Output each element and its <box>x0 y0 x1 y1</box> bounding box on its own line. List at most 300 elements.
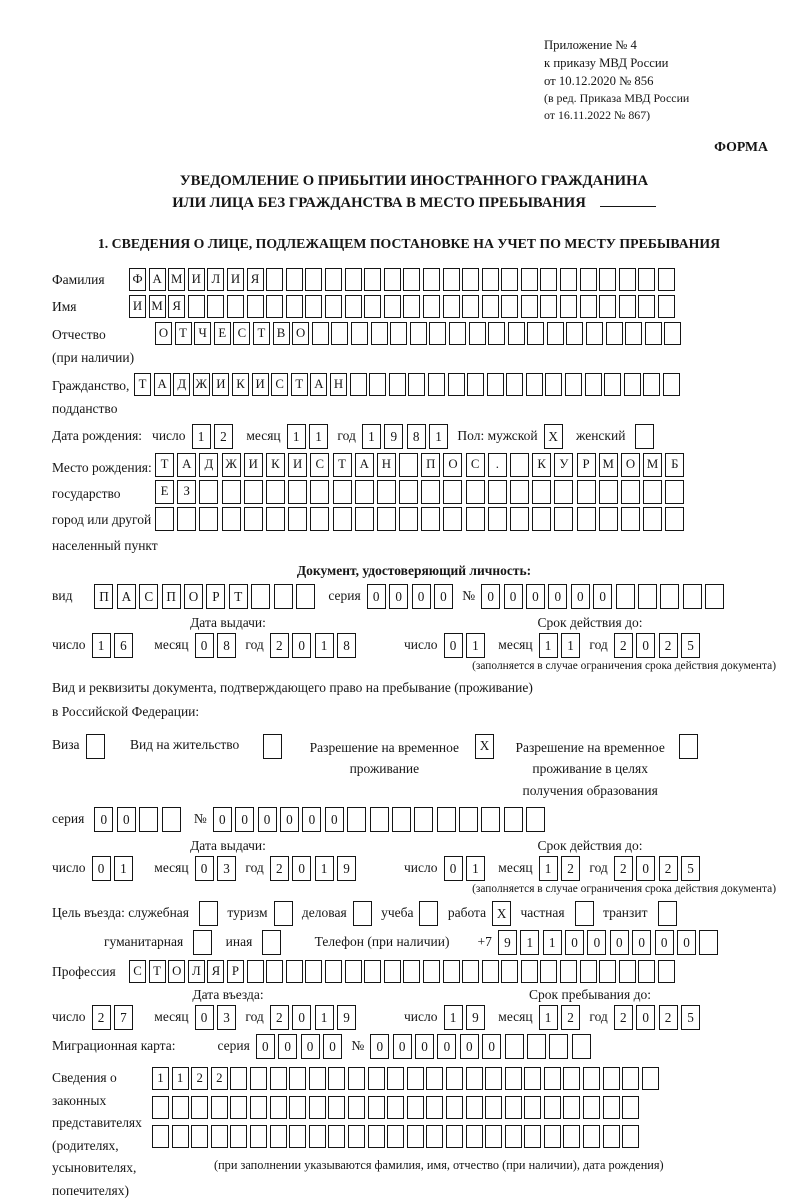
char-cell[interactable]: Л <box>207 268 224 291</box>
purpose-humanitarian-checkbox[interactable] <box>193 930 215 955</box>
char-cell[interactable] <box>414 807 433 832</box>
char-cell[interactable] <box>155 507 174 531</box>
char-cell[interactable] <box>575 901 594 926</box>
char-cell[interactable] <box>139 807 158 832</box>
char-cell[interactable]: Т <box>253 322 270 345</box>
patronymic-field[interactable] <box>155 322 684 345</box>
char-cell[interactable]: X <box>492 901 511 926</box>
birth-place-field-row3[interactable] <box>155 507 688 531</box>
char-cell[interactable] <box>501 295 518 318</box>
char-cell[interactable]: А <box>117 584 136 609</box>
char-cell[interactable] <box>263 734 282 759</box>
char-cell[interactable] <box>638 295 655 318</box>
char-cell[interactable] <box>635 424 654 449</box>
char-cell[interactable] <box>505 1067 522 1090</box>
id-issue-day-field[interactable] <box>92 633 137 658</box>
char-cell[interactable] <box>325 268 342 291</box>
char-cell[interactable] <box>305 960 322 983</box>
char-cell[interactable] <box>325 295 342 318</box>
edu-permit-checkbox[interactable] <box>679 734 701 759</box>
char-cell[interactable] <box>368 1096 385 1119</box>
char-cell[interactable] <box>549 1034 568 1059</box>
char-cell[interactable]: О <box>184 584 203 609</box>
char-cell[interactable]: 1 <box>92 633 111 658</box>
char-cell[interactable] <box>390 322 407 345</box>
char-cell[interactable]: 0 <box>415 1034 434 1059</box>
char-cell[interactable] <box>658 268 675 291</box>
char-cell[interactable] <box>86 734 105 759</box>
char-cell[interactable] <box>353 901 372 926</box>
char-cell[interactable] <box>642 1067 659 1090</box>
char-cell[interactable] <box>423 268 440 291</box>
char-cell[interactable] <box>348 1125 365 1148</box>
char-cell[interactable] <box>328 1067 345 1090</box>
char-cell[interactable]: И <box>188 268 205 291</box>
char-cell[interactable] <box>387 1067 404 1090</box>
char-cell[interactable] <box>211 1096 228 1119</box>
char-cell[interactable] <box>443 480 462 504</box>
char-cell[interactable]: Е <box>155 480 174 504</box>
char-cell[interactable] <box>466 507 485 531</box>
char-cell[interactable]: 1 <box>192 424 211 449</box>
char-cell[interactable] <box>244 507 263 531</box>
char-cell[interactable] <box>449 322 466 345</box>
char-cell[interactable] <box>333 507 352 531</box>
char-cell[interactable] <box>482 960 499 983</box>
char-cell[interactable] <box>247 960 264 983</box>
char-cell[interactable]: 2 <box>270 1005 289 1030</box>
char-cell[interactable] <box>377 480 396 504</box>
char-cell[interactable]: 0 <box>195 633 214 658</box>
char-cell[interactable]: 5 <box>681 1005 700 1030</box>
char-cell[interactable] <box>619 295 636 318</box>
char-cell[interactable]: 2 <box>214 424 233 449</box>
char-cell[interactable] <box>152 1096 169 1119</box>
char-cell[interactable]: 0 <box>437 1034 456 1059</box>
char-cell[interactable] <box>466 1067 483 1090</box>
purpose-tourism-checkbox[interactable] <box>274 901 296 926</box>
char-cell[interactable] <box>384 295 401 318</box>
legal-rep-field-row3[interactable] <box>152 1125 664 1148</box>
char-cell[interactable] <box>599 295 616 318</box>
migration-number-field[interactable] <box>370 1034 594 1059</box>
char-cell[interactable]: Р <box>577 453 596 477</box>
char-cell[interactable] <box>286 960 303 983</box>
char-cell[interactable]: Я <box>207 960 224 983</box>
char-cell[interactable] <box>384 268 401 291</box>
char-cell[interactable]: 2 <box>659 1005 678 1030</box>
char-cell[interactable] <box>544 1125 561 1148</box>
char-cell[interactable]: 6 <box>114 633 133 658</box>
char-cell[interactable] <box>305 295 322 318</box>
char-cell[interactable] <box>505 1096 522 1119</box>
char-cell[interactable]: Н <box>377 453 396 477</box>
char-cell[interactable]: 1 <box>172 1067 189 1090</box>
visa-checkbox[interactable] <box>86 734 108 759</box>
char-cell[interactable]: 2 <box>211 1067 228 1090</box>
char-cell[interactable] <box>211 1125 228 1148</box>
char-cell[interactable]: 1 <box>114 856 133 881</box>
char-cell[interactable] <box>510 480 529 504</box>
char-cell[interactable] <box>408 373 425 396</box>
char-cell[interactable]: Т <box>149 960 166 983</box>
char-cell[interactable] <box>485 1096 502 1119</box>
char-cell[interactable]: М <box>149 295 166 318</box>
char-cell[interactable] <box>583 1096 600 1119</box>
char-cell[interactable] <box>377 507 396 531</box>
char-cell[interactable] <box>619 960 636 983</box>
doc-type-field[interactable] <box>94 584 318 609</box>
char-cell[interactable] <box>466 1096 483 1119</box>
char-cell[interactable] <box>407 1067 424 1090</box>
char-cell[interactable] <box>403 268 420 291</box>
permit-valid-month-field[interactable] <box>539 856 584 881</box>
char-cell[interactable]: 0 <box>677 930 696 955</box>
char-cell[interactable] <box>638 960 655 983</box>
char-cell[interactable] <box>524 1096 541 1119</box>
char-cell[interactable] <box>481 807 500 832</box>
char-cell[interactable]: О <box>155 322 172 345</box>
char-cell[interactable]: О <box>443 453 462 477</box>
char-cell[interactable] <box>638 584 657 609</box>
char-cell[interactable]: Т <box>134 373 151 396</box>
char-cell[interactable]: 0 <box>481 584 500 609</box>
char-cell[interactable] <box>222 480 241 504</box>
char-cell[interactable]: 0 <box>302 807 321 832</box>
char-cell[interactable] <box>426 1125 443 1148</box>
char-cell[interactable] <box>527 322 544 345</box>
char-cell[interactable] <box>310 507 329 531</box>
char-cell[interactable] <box>603 1125 620 1148</box>
char-cell[interactable] <box>577 480 596 504</box>
char-cell[interactable]: 8 <box>337 633 356 658</box>
char-cell[interactable] <box>355 507 374 531</box>
char-cell[interactable]: 0 <box>235 807 254 832</box>
char-cell[interactable] <box>622 1096 639 1119</box>
char-cell[interactable]: Я <box>168 295 185 318</box>
permit-issue-year-field[interactable] <box>270 856 360 881</box>
char-cell[interactable] <box>580 268 597 291</box>
char-cell[interactable]: 2 <box>561 856 580 881</box>
permit-valid-year-field[interactable] <box>614 856 704 881</box>
char-cell[interactable]: 9 <box>498 930 517 955</box>
char-cell[interactable] <box>364 268 381 291</box>
purpose-business-checkbox[interactable] <box>353 901 375 926</box>
char-cell[interactable] <box>193 930 212 955</box>
char-cell[interactable] <box>599 268 616 291</box>
char-cell[interactable]: У <box>554 453 573 477</box>
sex-female-checkbox[interactable] <box>635 424 657 449</box>
char-cell[interactable]: 5 <box>681 856 700 881</box>
char-cell[interactable]: X <box>544 424 563 449</box>
char-cell[interactable]: 2 <box>191 1067 208 1090</box>
entry-month-field[interactable] <box>195 1005 240 1030</box>
char-cell[interactable]: А <box>154 373 171 396</box>
char-cell[interactable] <box>487 373 504 396</box>
char-cell[interactable]: Е <box>214 322 231 345</box>
purpose-study-checkbox[interactable] <box>419 901 441 926</box>
char-cell[interactable] <box>621 507 640 531</box>
char-cell[interactable]: Ж <box>193 373 210 396</box>
char-cell[interactable] <box>524 1125 541 1148</box>
char-cell[interactable]: М <box>168 268 185 291</box>
birth-place-field-row2[interactable] <box>155 480 688 504</box>
sex-male-checkbox[interactable] <box>544 424 566 449</box>
char-cell[interactable]: 0 <box>444 856 463 881</box>
char-cell[interactable]: 0 <box>636 633 655 658</box>
char-cell[interactable]: П <box>421 453 440 477</box>
migration-series-field[interactable] <box>256 1034 346 1059</box>
char-cell[interactable] <box>560 295 577 318</box>
char-cell[interactable]: 0 <box>412 584 431 609</box>
char-cell[interactable]: М <box>643 453 662 477</box>
id-series-field[interactable] <box>367 584 457 609</box>
char-cell[interactable] <box>643 373 660 396</box>
char-cell[interactable] <box>619 268 636 291</box>
char-cell[interactable] <box>369 373 386 396</box>
char-cell[interactable] <box>603 1096 620 1119</box>
char-cell[interactable]: 2 <box>614 856 633 881</box>
char-cell[interactable] <box>521 295 538 318</box>
char-cell[interactable] <box>448 373 465 396</box>
char-cell[interactable] <box>325 960 342 983</box>
char-cell[interactable] <box>364 295 381 318</box>
char-cell[interactable] <box>403 960 420 983</box>
char-cell[interactable] <box>270 1067 287 1090</box>
permit-series-field[interactable] <box>94 807 184 832</box>
char-cell[interactable]: 1 <box>315 1005 334 1030</box>
char-cell[interactable]: 1 <box>444 1005 463 1030</box>
char-cell[interactable]: Я <box>247 268 264 291</box>
char-cell[interactable]: 0 <box>117 807 136 832</box>
permit-issue-day-field[interactable] <box>92 856 137 881</box>
char-cell[interactable] <box>488 480 507 504</box>
birth-year-field[interactable] <box>362 424 452 449</box>
char-cell[interactable]: И <box>212 373 229 396</box>
char-cell[interactable] <box>443 268 460 291</box>
char-cell[interactable]: 1 <box>539 633 558 658</box>
profession-field[interactable] <box>129 960 678 983</box>
permit-valid-day-field[interactable] <box>444 856 489 881</box>
char-cell[interactable] <box>345 268 362 291</box>
char-cell[interactable]: 0 <box>278 1034 297 1059</box>
char-cell[interactable]: С <box>271 373 288 396</box>
char-cell[interactable] <box>152 1125 169 1148</box>
char-cell[interactable] <box>585 373 602 396</box>
char-cell[interactable]: А <box>149 268 166 291</box>
char-cell[interactable] <box>230 1125 247 1148</box>
char-cell[interactable] <box>616 584 635 609</box>
char-cell[interactable] <box>586 322 603 345</box>
char-cell[interactable] <box>172 1096 189 1119</box>
char-cell[interactable] <box>331 322 348 345</box>
char-cell[interactable]: К <box>532 453 551 477</box>
char-cell[interactable] <box>467 373 484 396</box>
char-cell[interactable] <box>488 507 507 531</box>
char-cell[interactable]: 0 <box>460 1034 479 1059</box>
char-cell[interactable]: 1 <box>429 424 448 449</box>
char-cell[interactable] <box>251 584 270 609</box>
char-cell[interactable] <box>288 480 307 504</box>
char-cell[interactable]: 0 <box>292 856 311 881</box>
char-cell[interactable] <box>199 480 218 504</box>
char-cell[interactable] <box>351 322 368 345</box>
char-cell[interactable] <box>683 584 702 609</box>
stay-month-field[interactable] <box>539 1005 584 1030</box>
char-cell[interactable]: 1 <box>152 1067 169 1090</box>
char-cell[interactable]: Ч <box>194 322 211 345</box>
char-cell[interactable] <box>199 507 218 531</box>
char-cell[interactable] <box>289 1096 306 1119</box>
char-cell[interactable]: 0 <box>92 856 111 881</box>
char-cell[interactable]: Т <box>229 584 248 609</box>
char-cell[interactable] <box>583 1067 600 1090</box>
char-cell[interactable] <box>426 1067 443 1090</box>
char-cell[interactable]: 0 <box>636 1005 655 1030</box>
char-cell[interactable] <box>485 1067 502 1090</box>
char-cell[interactable] <box>410 322 427 345</box>
char-cell[interactable] <box>266 960 283 983</box>
char-cell[interactable]: 0 <box>632 930 651 955</box>
char-cell[interactable]: 0 <box>323 1034 342 1059</box>
char-cell[interactable] <box>658 901 677 926</box>
char-cell[interactable]: П <box>94 584 113 609</box>
char-cell[interactable] <box>286 295 303 318</box>
char-cell[interactable] <box>599 480 618 504</box>
char-cell[interactable]: 0 <box>444 633 463 658</box>
char-cell[interactable]: 0 <box>367 584 386 609</box>
char-cell[interactable] <box>699 930 718 955</box>
char-cell[interactable] <box>526 373 543 396</box>
char-cell[interactable]: О <box>168 960 185 983</box>
char-cell[interactable] <box>643 480 662 504</box>
char-cell[interactable] <box>421 480 440 504</box>
char-cell[interactable]: 2 <box>270 856 289 881</box>
char-cell[interactable] <box>191 1096 208 1119</box>
char-cell[interactable] <box>333 480 352 504</box>
char-cell[interactable]: 1 <box>466 856 485 881</box>
char-cell[interactable] <box>524 1067 541 1090</box>
char-cell[interactable] <box>446 1096 463 1119</box>
char-cell[interactable]: А <box>355 453 374 477</box>
char-cell[interactable]: 0 <box>256 1034 275 1059</box>
char-cell[interactable] <box>563 1125 580 1148</box>
char-cell[interactable] <box>563 1067 580 1090</box>
char-cell[interactable] <box>250 1125 267 1148</box>
citizenship-field[interactable] <box>134 373 683 396</box>
char-cell[interactable]: 1 <box>466 633 485 658</box>
char-cell[interactable]: 5 <box>681 633 700 658</box>
char-cell[interactable]: Д <box>173 373 190 396</box>
char-cell[interactable] <box>443 507 462 531</box>
char-cell[interactable] <box>384 960 401 983</box>
char-cell[interactable]: 2 <box>270 633 289 658</box>
char-cell[interactable] <box>506 373 523 396</box>
char-cell[interactable] <box>227 295 244 318</box>
char-cell[interactable]: З <box>177 480 196 504</box>
char-cell[interactable] <box>345 960 362 983</box>
char-cell[interactable] <box>199 901 218 926</box>
char-cell[interactable]: 0 <box>587 930 606 955</box>
char-cell[interactable] <box>603 1067 620 1090</box>
char-cell[interactable] <box>510 507 529 531</box>
char-cell[interactable] <box>230 1067 247 1090</box>
char-cell[interactable]: 1 <box>309 424 328 449</box>
purpose-transit-checkbox[interactable] <box>658 901 680 926</box>
char-cell[interactable] <box>625 322 642 345</box>
phone-field[interactable] <box>498 930 722 955</box>
surname-field[interactable] <box>129 268 678 291</box>
char-cell[interactable] <box>348 1067 365 1090</box>
char-cell[interactable] <box>423 960 440 983</box>
char-cell[interactable]: С <box>139 584 158 609</box>
char-cell[interactable] <box>658 960 675 983</box>
char-cell[interactable] <box>368 1067 385 1090</box>
char-cell[interactable] <box>247 295 264 318</box>
char-cell[interactable] <box>638 268 655 291</box>
char-cell[interactable]: X <box>475 734 494 759</box>
char-cell[interactable]: 9 <box>384 424 403 449</box>
char-cell[interactable] <box>310 480 329 504</box>
char-cell[interactable]: 9 <box>466 1005 485 1030</box>
char-cell[interactable] <box>540 960 557 983</box>
char-cell[interactable] <box>266 480 285 504</box>
char-cell[interactable]: Р <box>227 960 244 983</box>
legal-rep-field-row2[interactable] <box>152 1096 664 1119</box>
char-cell[interactable] <box>250 1067 267 1090</box>
char-cell[interactable] <box>482 295 499 318</box>
char-cell[interactable] <box>665 480 684 504</box>
char-cell[interactable] <box>544 1067 561 1090</box>
char-cell[interactable] <box>443 960 460 983</box>
char-cell[interactable] <box>665 507 684 531</box>
char-cell[interactable]: О <box>292 322 309 345</box>
permit-number-field[interactable] <box>213 807 549 832</box>
char-cell[interactable] <box>544 1096 561 1119</box>
char-cell[interactable] <box>583 1125 600 1148</box>
char-cell[interactable]: 0 <box>482 1034 501 1059</box>
id-valid-day-field[interactable] <box>444 633 489 658</box>
char-cell[interactable] <box>230 1096 247 1119</box>
char-cell[interactable]: 0 <box>280 807 299 832</box>
char-cell[interactable] <box>501 960 518 983</box>
char-cell[interactable] <box>191 1125 208 1148</box>
char-cell[interactable] <box>177 507 196 531</box>
char-cell[interactable]: 0 <box>636 856 655 881</box>
char-cell[interactable] <box>312 322 329 345</box>
char-cell[interactable]: 0 <box>571 584 590 609</box>
char-cell[interactable] <box>577 507 596 531</box>
char-cell[interactable] <box>371 322 388 345</box>
char-cell[interactable] <box>345 295 362 318</box>
char-cell[interactable] <box>355 480 374 504</box>
char-cell[interactable]: К <box>266 453 285 477</box>
char-cell[interactable] <box>510 453 529 477</box>
char-cell[interactable] <box>419 901 438 926</box>
char-cell[interactable]: 0 <box>292 633 311 658</box>
char-cell[interactable]: 1 <box>539 856 558 881</box>
char-cell[interactable] <box>545 373 562 396</box>
char-cell[interactable] <box>526 807 545 832</box>
char-cell[interactable]: С <box>310 453 329 477</box>
char-cell[interactable] <box>540 268 557 291</box>
char-cell[interactable] <box>488 322 505 345</box>
char-cell[interactable] <box>459 807 478 832</box>
char-cell[interactable]: 2 <box>561 1005 580 1030</box>
id-number-field[interactable] <box>481 584 727 609</box>
char-cell[interactable]: 0 <box>301 1034 320 1059</box>
char-cell[interactable] <box>622 1067 639 1090</box>
